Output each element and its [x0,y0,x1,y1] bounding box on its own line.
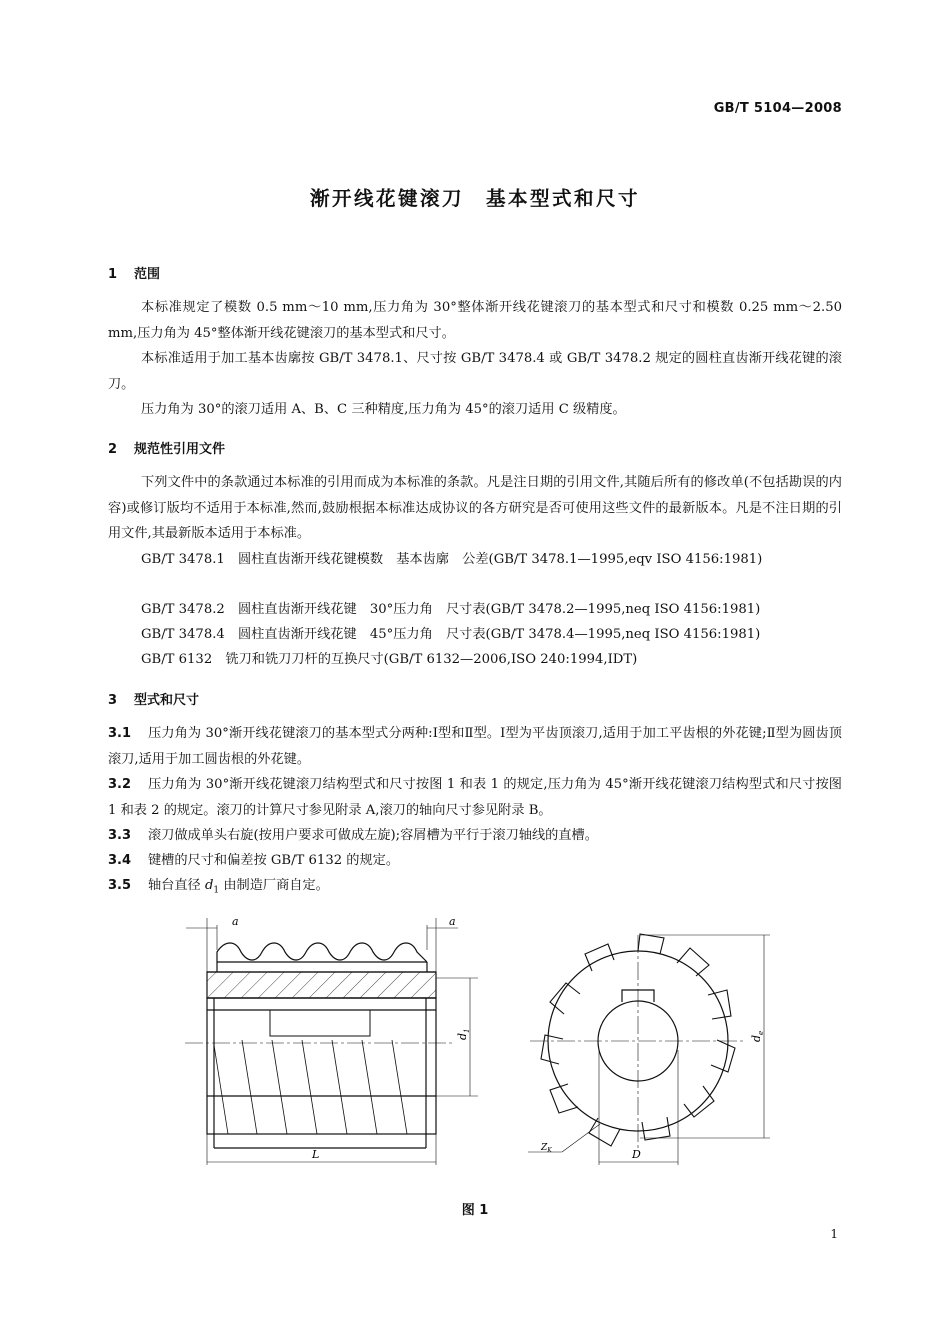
clause-3-4 [108,848,842,874]
symbol-d: d [204,878,214,893]
clause-number: 3.5 [108,878,132,893]
symbol-subscript: 1 [213,885,220,896]
section-title: 规范性引用文件 [134,442,226,457]
clause-number: 3.1 [108,726,132,741]
hob-side-view [185,918,478,1165]
section-3-heading [108,689,199,708]
clause-3-2 [108,772,842,823]
label-D: D [632,1148,641,1161]
clause-text-post: 由制造厂商自定。 [219,878,329,893]
label-a-left: a [232,915,239,928]
reference-item [108,622,842,648]
reference-text: GB/T 6132 铣刀和铣刀刀杆的互换尺寸(GB/T 6132—2006,ISO 240:1994,IDT) [141,652,638,667]
section-number: 3 [108,693,118,708]
section-number: 1 [108,267,118,282]
label-de: $d_e$ [750,1030,765,1042]
label-ZK: $Z_K$ [541,1143,552,1154]
section-1-paragraph-2: 本标准适用于加工基本齿廓按 GB/T 3478.1、尺寸按 GB/T 3478.4 或 GB/T 3478.2 规定的圆柱直齿渐开线花键的滚刀。 [108,351,842,392]
section-1-paragraph-3: 压力角为 30°的滚刀适用 A、B、C 三种精度,压力角为 45°的滚刀适用 C 级精度。 [141,402,626,417]
clause-number: 3.2 [108,777,132,792]
reference-text: GB/T 3478.2 圆柱直齿渐开线花键 30°压力角 尺寸表(GB/T 3478.2—1995,neq ISO 4156:1981) [141,602,761,617]
clause-text-pre: 轴台直径 [148,878,205,893]
clause-text: 压力角为 30°渐开线花键滚刀结构型式和尺寸按图 1 和表 1 的规定,压力角为 45°渐开线花键滚刀结构型式和尺寸按图 1 和表 2 的规定。滚刀的计算尺寸参见附录 A,滚刀的轴向尺寸参见附录 B。 [108,777,842,818]
label-L: L [312,1148,320,1161]
standard-code: GB/T 5104—2008 [713,101,842,116]
section-title: 型式和尺寸 [134,693,200,708]
hob-figure [0,900,950,1190]
clause-text: 滚刀做成单头右旋(按用户要求可做成左旋);容屑槽为平行于滚刀轴线的直槽。 [148,828,598,843]
section-number: 2 [108,442,118,457]
clause-text: 键槽的尺寸和偏差按 GB/T 6132 的规定。 [148,853,400,868]
section-2-paragraph-1: 下列文件中的条款通过本标准的引用而成为本标准的条款。凡是注日期的引用文件,其随后所有的修改单(不包括勘误的内容)或修订版均不适用于本标准,然而,鼓励根据本标准达成协议的各方研究是否可使用这些文件的最新版本。凡是不注日期的引用文件,其最新版本适用于本标准。 [108,475,842,541]
clause-3-3 [108,823,842,849]
reference-item: GB/T 3478.1 圆柱直齿渐开线花键模数 基本齿廓 公差(GB/T 3478.1—1995,eqv ISO 4156:1981) [141,552,763,567]
reference-item [108,597,842,623]
section-title: 范围 [134,267,161,282]
clause-number: 3.3 [108,828,132,843]
section-1-paragraph-1: 本标准规定了模数 0.5 mm～10 mm,压力角为 30°整体渐开线花键滚刀的基本型式和尺寸和模数 0.25 mm～2.50 mm,压力角为 45°整体渐开线花键滚刀的基本型式和尺寸。 [108,300,842,341]
reference-text: GB/T 3478.4 圆柱直齿渐开线花键 45°压力角 尺寸表(GB/T 3478.4—1995,neq ISO 4156:1981) [141,627,761,642]
reference-item [108,647,842,673]
clause-text: 压力角为 30°渐开线花键滚刀的基本型式分两种:Ⅰ型和Ⅱ型。Ⅰ型为平齿顶滚刀,适用于加工平齿根的外花键;Ⅱ型为圆齿顶滚刀,适用于加工圆齿根的外花键。 [108,726,842,767]
label-a-right: a [449,915,456,928]
hob-front-view [528,934,770,1165]
section-1-heading [108,263,160,282]
figure-caption: 图 1 [461,1203,489,1218]
clause-number: 3.4 [108,853,132,868]
section-2-heading [108,438,225,457]
page-number: 1 [830,1227,838,1241]
document-title: 渐开线花键滚刀 基本型式和尺寸 [309,187,640,210]
label-d1: $d_1$ [456,1028,471,1040]
clause-3-1 [108,721,842,772]
